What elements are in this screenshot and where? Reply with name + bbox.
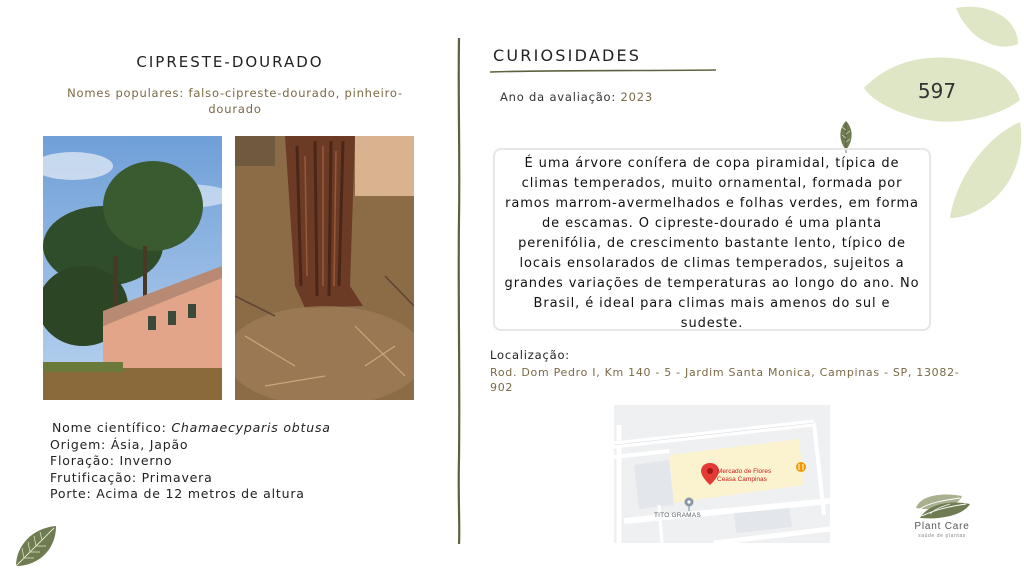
logo-name: Plant Care [914, 521, 970, 532]
location-label: Localização: [490, 348, 570, 362]
tree-photo [43, 136, 222, 400]
page-number: 597 [917, 79, 957, 103]
food-marker-icon[interactable] [796, 462, 806, 472]
fruiting: Frutificação: Primavera [50, 469, 213, 485]
scientific-value: Chamaecyparis obtusa [171, 420, 331, 435]
evaluation-year [500, 90, 653, 104]
vertical-divider [456, 38, 462, 544]
description-text: É uma árvore conífera de copa piramidal, típica de climas temperados, muito ornamental, formada por ramos marrom-avermelhados e folhas verdes, em forma de escamas. O cipreste-dourado é uma planta perenifólia, de crescimento bastante lento, típico de locais ensolarados de climas temperados, sujeitos a grandes variações de temperaturas ao longo do ano. No Brasil, é ideal para climas mais amenos do sul e sudeste. [504, 156, 920, 331]
location-map[interactable] [614, 405, 830, 543]
origin: Origem: Ásia, Japão [50, 436, 189, 452]
map-poi-label: Mercado de Flores Ceasa Campinas [717, 468, 772, 483]
logo-tagline: saúde de plantas [918, 533, 966, 539]
title-underline [490, 68, 716, 74]
scientific-label: Nome científico: [52, 420, 172, 435]
map-street-label: TITO GRAMAS [654, 512, 701, 519]
plant-info [50, 420, 331, 503]
description-box [493, 148, 931, 331]
trunk-photo [235, 136, 414, 400]
popular-names: Nomes populares: falso-cipreste-dourado, pinheiro-dourado [67, 86, 403, 116]
corner-leaf-icon [12, 522, 60, 570]
location-address: Rod. Dom Pedro I, Km 140 - 5 - Jardim Santa Monica, Campinas - SP, 13082-902 [490, 366, 960, 394]
plant-care-logo [900, 488, 984, 548]
curiosities-title: CURIOSIDADES [493, 46, 642, 65]
year-label: Ano da avaliação: [500, 90, 621, 104]
scientific-name [50, 420, 331, 437]
plant-title: CIPRESTE-DOURADO [136, 53, 324, 71]
flowering: Floração: Inverno [50, 453, 173, 468]
year-value: 2023 [620, 90, 653, 104]
size: Porte: Acima de 12 metros de altura [50, 486, 305, 501]
